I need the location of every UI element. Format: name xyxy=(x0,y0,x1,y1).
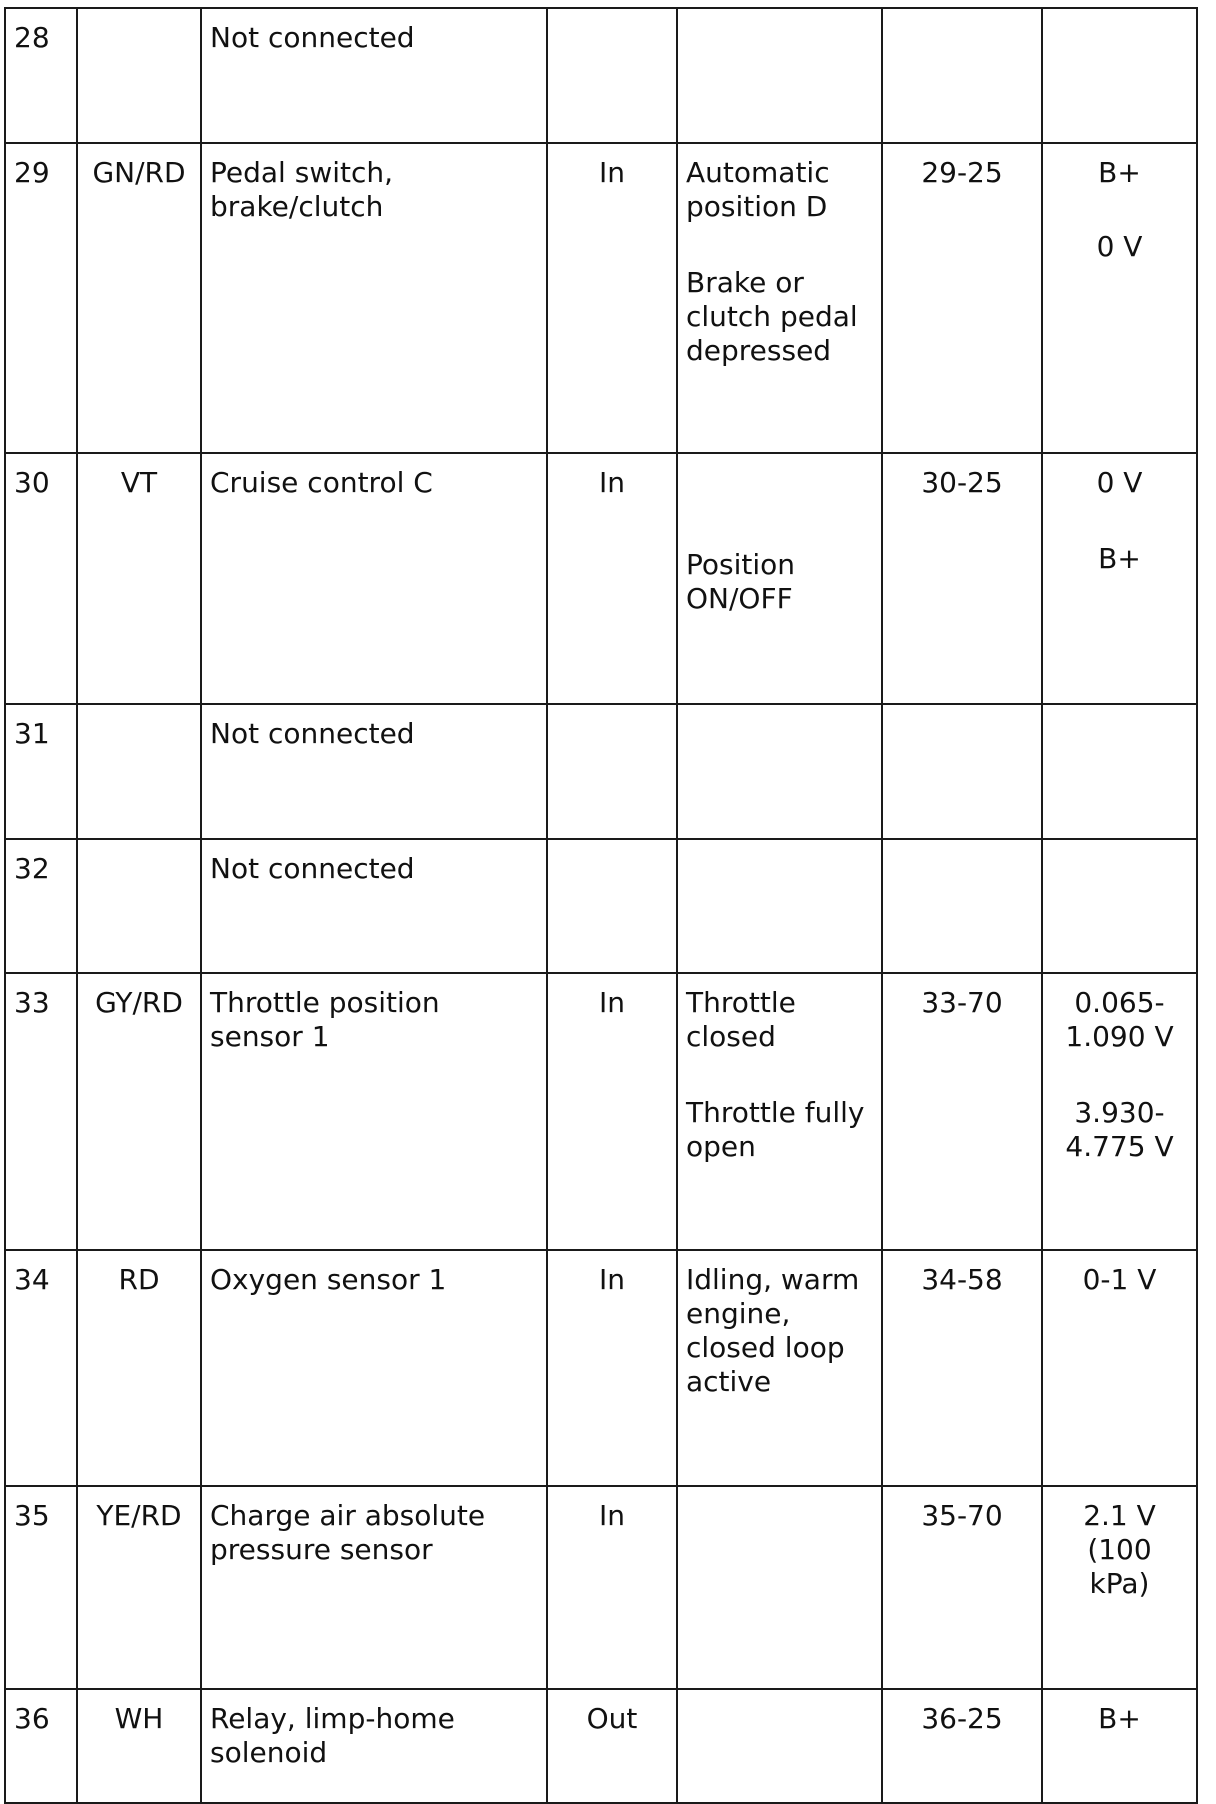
measure-between xyxy=(882,8,1042,143)
test-conditions: Position ON/OFF xyxy=(677,453,882,704)
signal-direction xyxy=(547,839,677,973)
test-conditions xyxy=(677,1689,882,1803)
nominal-value xyxy=(1042,839,1197,973)
wire-color: VT xyxy=(77,453,201,704)
measure-between xyxy=(882,839,1042,973)
signal-direction: In xyxy=(547,973,677,1250)
pin-number: 28 xyxy=(5,8,77,143)
table-row xyxy=(5,704,1197,839)
pin-number: 36 xyxy=(5,1689,77,1803)
pin-function: Cruise control C xyxy=(201,453,547,704)
pin-function: Not connected xyxy=(201,8,547,143)
wire-color xyxy=(77,8,201,143)
pin-function: Relay, limp-home solenoid xyxy=(201,1689,547,1803)
signal-direction xyxy=(547,8,677,143)
table-row xyxy=(5,1486,1197,1689)
pin-function: Not connected xyxy=(201,839,547,973)
nominal-value: 0-1 V xyxy=(1042,1250,1197,1486)
measure-between: 36-25 xyxy=(882,1689,1042,1803)
measure-between: 33-70 xyxy=(882,973,1042,1250)
wire-color xyxy=(77,839,201,973)
wire-color xyxy=(77,704,201,839)
test-conditions: Throttle closed Throttle fully open xyxy=(677,973,882,1250)
table-row xyxy=(5,143,1197,453)
pin-function: Not connected xyxy=(201,704,547,839)
pin-number: 30 xyxy=(5,453,77,704)
nominal-value: 0 V B+ xyxy=(1042,453,1197,704)
signal-direction: Out xyxy=(547,1689,677,1803)
pin-number: 33 xyxy=(5,973,77,1250)
measure-between: 34-58 xyxy=(882,1250,1042,1486)
pin-function: Charge air absolute pressure sensor xyxy=(201,1486,547,1689)
table-row xyxy=(5,453,1197,704)
nominal-value: B+ 0 V xyxy=(1042,143,1197,453)
pin-number: 29 xyxy=(5,143,77,453)
measure-between xyxy=(882,704,1042,839)
wire-color: WH xyxy=(77,1689,201,1803)
signal-direction: In xyxy=(547,1486,677,1689)
pin-assignment-table xyxy=(4,7,1198,1804)
test-conditions: Idling, warm engine, closed loop active xyxy=(677,1250,882,1486)
pin-function: Oxygen sensor 1 xyxy=(201,1250,547,1486)
nominal-value: 0.065- 1.090 V 3.930- 4.775 V xyxy=(1042,973,1197,1250)
test-conditions: Automatic position D Brake or clutch pedal depressed xyxy=(677,143,882,453)
pin-number: 32 xyxy=(5,839,77,973)
pin-number: 31 xyxy=(5,704,77,839)
pin-function: Throttle position sensor 1 xyxy=(201,973,547,1250)
pin-function: Pedal switch, brake/clutch xyxy=(201,143,547,453)
signal-direction: In xyxy=(547,453,677,704)
signal-direction xyxy=(547,704,677,839)
measure-between: 35-70 xyxy=(882,1486,1042,1689)
test-conditions xyxy=(677,8,882,143)
signal-direction: In xyxy=(547,1250,677,1486)
table-row xyxy=(5,1250,1197,1486)
test-conditions xyxy=(677,1486,882,1689)
wire-color: YE/RD xyxy=(77,1486,201,1689)
table-row xyxy=(5,973,1197,1250)
wire-color: GN/RD xyxy=(77,143,201,453)
nominal-value xyxy=(1042,8,1197,143)
table-row xyxy=(5,839,1197,973)
nominal-value: 2.1 V (100 kPa) xyxy=(1042,1486,1197,1689)
measure-between: 30-25 xyxy=(882,453,1042,704)
signal-direction: In xyxy=(547,143,677,453)
pin-number: 35 xyxy=(5,1486,77,1689)
table-row xyxy=(5,1689,1197,1803)
test-conditions xyxy=(677,839,882,973)
pin-number: 34 xyxy=(5,1250,77,1486)
wire-color: GY/RD xyxy=(77,973,201,1250)
wire-color: RD xyxy=(77,1250,201,1486)
table-row xyxy=(5,8,1197,143)
test-conditions xyxy=(677,704,882,839)
nominal-value: B+ xyxy=(1042,1689,1197,1803)
nominal-value xyxy=(1042,704,1197,839)
measure-between: 29-25 xyxy=(882,143,1042,453)
